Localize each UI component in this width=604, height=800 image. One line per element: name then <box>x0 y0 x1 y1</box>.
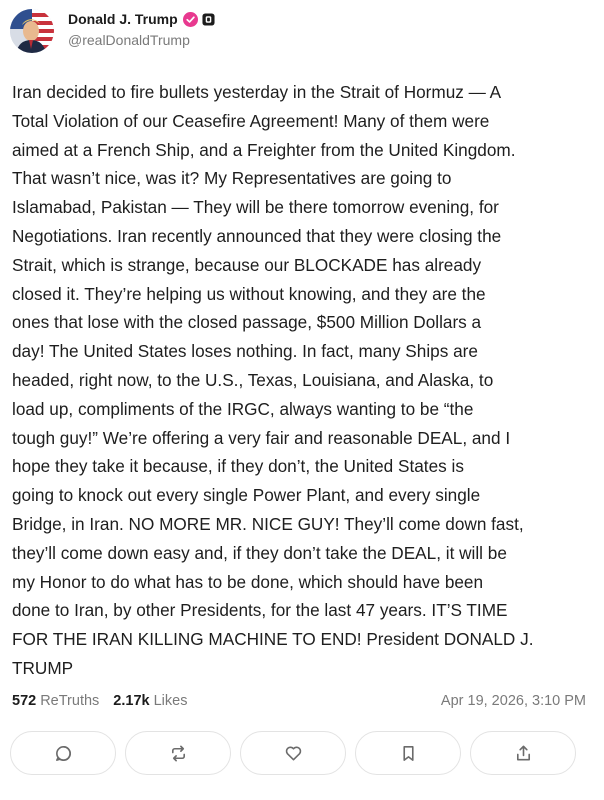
post-line: FOR THE IRAN KILLING MACHINE TO END! President DONALD J. <box>12 629 534 650</box>
post-line: day! The United States loses nothing. In fact, many Ships are <box>12 341 478 362</box>
handle[interactable]: @realDonaldTrump <box>68 32 190 48</box>
post-line: That wasn’t nice, was it? My Representatives are going to <box>12 168 452 189</box>
post-stats <box>12 693 586 709</box>
post-line: hope they take it because, if they don’t, the United States is <box>12 456 464 477</box>
verified-badge-icon <box>183 12 198 27</box>
reply-icon <box>54 744 73 763</box>
post-line: they’ll come down easy and, if they don’t take the DEAL, it will be <box>12 542 507 563</box>
post-line: Total Violation of our Ceasefire Agreement! Many of them were <box>12 110 490 131</box>
retruth-icon <box>169 744 188 763</box>
retruths-count[interactable]: 572 <box>12 693 37 709</box>
retruth-button[interactable] <box>125 731 231 775</box>
post-line: done to Iran, by other Presidents, for the last 47 years. IT’S TIME <box>12 600 508 621</box>
post-line: headed, right now, to the U.S., Texas, Louisiana, and Alaska, to <box>12 369 494 390</box>
post-line: closed it. They’re helping us without knowing, and they are the <box>12 283 486 304</box>
post-line: Bridge, in Iran. NO MORE MR. NICE GUY! They’ll come down fast, <box>12 513 524 534</box>
post-line: Strait, which is strange, because our BLOCKADE has already <box>12 254 482 275</box>
action-bar <box>10 731 576 775</box>
post-line: aimed at a French Ship, and a Freighter from the United Kingdom. <box>12 139 516 160</box>
heart-icon <box>284 744 303 763</box>
like-button[interactable] <box>240 731 346 775</box>
retruths-label[interactable]: ReTruths <box>40 693 100 709</box>
avatar[interactable] <box>10 9 54 53</box>
post-header <box>10 8 215 53</box>
shield-badge-icon <box>202 13 215 26</box>
bookmark-button[interactable] <box>355 731 461 775</box>
post-line: Iran decided to fire bullets yesterday in the Strait of Hormuz — A <box>12 82 502 102</box>
post-line: Negotiations. Iran recently announced that they were closing the <box>12 225 502 246</box>
post-line: tough guy!” We’re offering a very fair and reasonable DEAL, and I <box>12 427 511 448</box>
share-button[interactable] <box>470 731 576 775</box>
likes-count[interactable]: 2.17k <box>113 693 150 709</box>
likes-label[interactable]: Likes <box>153 693 188 709</box>
post-line: going to knock out every single Power Plant, and every single <box>12 485 481 506</box>
bookmark-icon <box>399 744 418 763</box>
share-icon <box>514 744 533 763</box>
post-line: Islamabad, Pakistan — They will be there tomorrow evening, for <box>12 197 499 218</box>
post-line: load up, compliments of the IRGC, always wanting to be “the <box>12 398 474 419</box>
post-line: TRUMP <box>12 657 74 678</box>
post-body <box>12 78 598 683</box>
reply-button[interactable] <box>10 731 116 775</box>
post-timestamp[interactable]: Apr 19, 2026, 3:10 PM <box>440 693 586 709</box>
post-line: my Honor to do what has to be done, which should have been <box>12 571 484 592</box>
post-line: ones that lose with the closed passage, $500 Million Dollars a <box>12 312 482 333</box>
display-name[interactable]: Donald J. Trump <box>68 11 178 27</box>
